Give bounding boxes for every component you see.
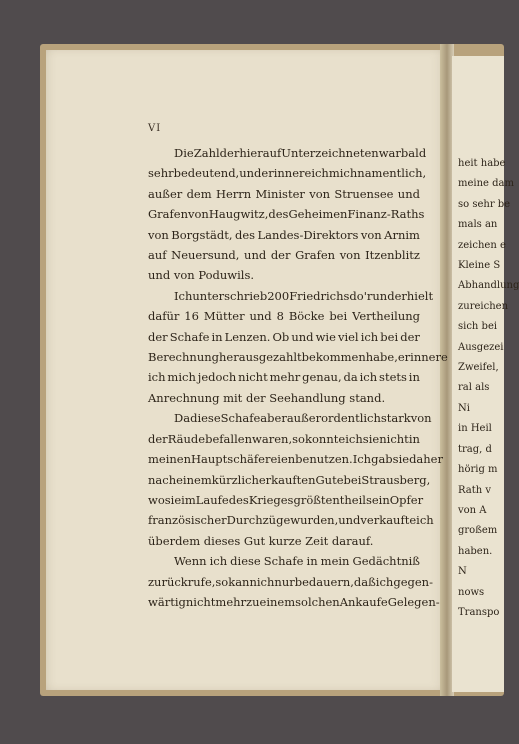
right-page [452,56,519,692]
right-page-line: Ni [458,402,470,414]
text-line: dafür 16 Mütter und 8 Böcke bei Vertheilung [148,309,420,324]
right-page-text [458,154,518,623]
right-page-line: so sehr be [458,198,511,210]
right-page-line: zureichen [458,300,509,312]
text-line: von Borgstädt, des Landes-Direktors von Arnim [148,227,420,242]
right-page-line: Rath v [458,484,492,496]
text-line: wo sie im Laufe des Krieges größtentheils ein Opfer [148,492,424,507]
right-page-line: haben. [458,545,493,557]
text-line: überdem dieses Gut kurze Zeit darauf. [148,533,374,548]
text-line: Berechnung heraus gezahlt bekommen habe, erinnere [148,350,448,365]
right-page-line: Kleine S [458,260,501,272]
right-page-line: Abhandlung [458,280,519,292]
text-line: der Schafe in Lenzen. Ob und wie viel ich bei der [148,329,420,344]
text-line: der Räude befallen waren, so konnte ich sie nicht in [148,431,420,446]
right-page-line: heit habe [458,158,506,169]
text-line: und von Poduwils. [148,268,255,283]
page-number: VI [148,123,162,134]
text-line: meinen Hauptschäfereien benutzen. Ich gab sie daher [148,452,443,467]
right-page-line: mals an [458,219,498,231]
right-page-line: zeichen e [458,239,506,251]
right-page-line: Ausgezei [458,341,504,353]
right-page-line: in Heil [458,423,492,435]
right-page-line: N [458,566,467,578]
text-line: ich mich jedoch nicht mehr genau, da ich stets in [148,370,420,385]
text-line: außer dem Herrn Minister von Struensee und [148,186,420,201]
body-text [148,143,448,612]
text-line: auf Neuersund, und der Grafen von Itzenblitz [148,248,420,263]
right-page-line: großem [458,525,498,537]
text-line: Anrechnung mit der Seehandlung stand. [148,390,386,405]
right-page-line: sich bei [458,321,498,333]
right-page-line: nows [458,586,485,598]
text-line: Da diese Schafe aber außerordentlich stark von [174,411,432,426]
text-line: Ich unterschrieb 200 Friedrichsdo'r und erhielt [174,288,434,303]
right-page-line: ral als [458,382,490,394]
text-line: sehr bedeutend, und erinnere ich mich namentlich, [148,166,427,181]
right-page-line: meine dam [458,178,514,190]
right-page-line: Transpo [458,606,500,618]
text-line: Wenn ich diese Schafe in mein Gedächtniß [174,554,420,569]
text-line: französischer Durchzüge wurden, und verkaufte ich [148,513,434,528]
right-page-line: hörig m [458,464,498,476]
right-page-line: von A [458,504,487,516]
right-page-line: trag, d [458,443,492,455]
text-line: nach einem kürzlich erkauften Gute bei Strausberg, [148,472,431,487]
text-line: Die Zahl der hierauf Unterzeichneten war bald [174,146,427,160]
right-page-line: Zweifel, [458,362,499,374]
text-line: zurückrufe, so kann ich nur bedauern, daß ich gegen- [148,574,433,589]
text-line: wärtig nicht mehr zu einem solchen Ankaufe Gelegen- [148,594,440,609]
text-line: Grafen von Haugwitz, des Geheimen Finanz-Raths [148,207,425,222]
